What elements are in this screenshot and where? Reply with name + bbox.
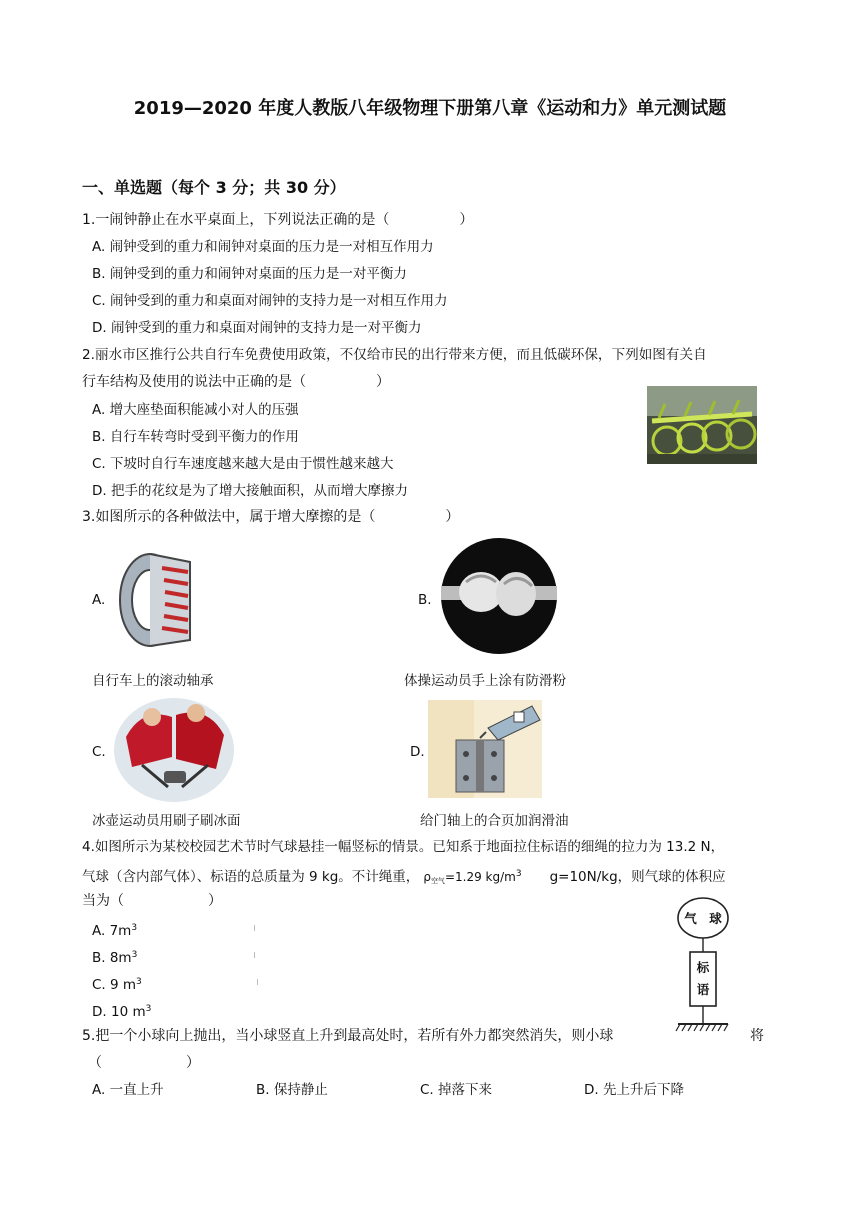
q4-option-a: A. $7m^3$ bbox=[92, 923, 138, 939]
q4-rho-value: =1.29 kg/m bbox=[444, 870, 516, 884]
mark bbox=[254, 952, 255, 958]
mark bbox=[257, 979, 258, 985]
document-title: 2019—2020 年度人教版八年级物理下册第八章《运动和力》单元测试题 bbox=[133, 98, 727, 119]
q3-caption-c: 冰壶运动员用刷子刷冰面 bbox=[92, 813, 241, 829]
curling-image bbox=[112, 697, 236, 803]
q4-rho-subscript: 空气 bbox=[430, 877, 445, 885]
q2-option-a: A. 增大座垫面积能减小对人的压强 bbox=[92, 402, 299, 418]
banner-char-1: 标 bbox=[696, 960, 710, 975]
q5-option-b: B. 保持静止 bbox=[256, 1082, 328, 1098]
q1-option-d: D. 闹钟受到的重力和桌面对闹钟的支持力是一对平衡力 bbox=[92, 320, 422, 336]
q4-option-b: B. $8m^3$ bbox=[92, 950, 138, 966]
q4-rho-exponent: 3 bbox=[515, 869, 522, 879]
section-heading: 一、单选题（每个 3 分；共 30 分） bbox=[82, 178, 346, 197]
q5-stem: 5.把一个小球向上抛出，当小球竖直上升到最高处时，若所有外力都突然消失，则小球 bbox=[82, 1028, 614, 1044]
q4-rho-symbol: ρ bbox=[423, 870, 431, 884]
banner-char-2: 语 bbox=[696, 982, 710, 997]
q1-stem: 1.一闹钟静止在水平桌面上，下列说法正确的是（ ） bbox=[82, 212, 474, 228]
q3-option-c-letter: C. bbox=[92, 744, 106, 760]
q4-stem-line3: 当为（ ） bbox=[82, 893, 222, 909]
q3-option-a-letter: A. bbox=[92, 592, 106, 608]
q2-option-c: C. 下坡时自行车速度越来越大是由于惯性越来越大 bbox=[92, 456, 394, 472]
q2-option-d: D. 把手的花纹是为了增大接触面积，从而增大摩擦力 bbox=[92, 483, 408, 499]
q4-stem-line1: 4.如图所示为某校校园艺术节时气球悬挂一幅竖标的情景。已知系于地面拉住标语的细绳的拉力为 13.2 N， bbox=[82, 839, 725, 855]
q4-option-c: C. 9 $m^3$ bbox=[92, 977, 142, 993]
q1-option-c: C. 闹钟受到的重力和桌面对闹钟的支持力是一对相互作用力 bbox=[92, 293, 448, 309]
bicycle-photo bbox=[647, 386, 757, 464]
q2-option-b: B. 自行车转弯时受到平衡力的作用 bbox=[92, 429, 299, 445]
door-hinge-image bbox=[428, 700, 542, 798]
q3-caption-d: 给门轴上的合页加润滑油 bbox=[420, 813, 569, 829]
q5-stem-tail: 将 bbox=[750, 1028, 764, 1044]
q4-rho-expression bbox=[423, 870, 521, 884]
q5-option-a: A. 一直上升 bbox=[92, 1082, 164, 1098]
q5-stem-line2: （ ） bbox=[88, 1055, 200, 1071]
q3-option-d-letter: D. bbox=[410, 744, 425, 760]
q3-caption-a: 自行车上的滚动轴承 bbox=[92, 673, 214, 689]
q4-stem-line2-wrap bbox=[82, 864, 726, 891]
bearing-image bbox=[110, 544, 202, 654]
q5-option-c: C. 掉落下来 bbox=[420, 1082, 493, 1098]
q4-g-text: g=10N/kg，则气球的体积应 bbox=[549, 869, 726, 885]
mark bbox=[254, 925, 255, 931]
q5-option-d: D. 先上升后下降 bbox=[584, 1082, 684, 1098]
q1-option-b: B. 闹钟受到的重力和闹钟对桌面的压力是一对平衡力 bbox=[92, 266, 407, 282]
q3-option-b-letter: B. bbox=[418, 592, 432, 608]
q2-stem-line2: 行车结构及使用的说法中正确的是（ ） bbox=[82, 374, 390, 390]
gymnast-hands-image bbox=[436, 534, 562, 658]
q1-option-a: A. 闹钟受到的重力和闹钟对桌面的压力是一对相互作用力 bbox=[92, 239, 434, 255]
balloon-label: 气 球 bbox=[684, 911, 722, 926]
q4-option-d: D. 10 $m^3$ bbox=[92, 1004, 152, 1020]
q3-stem: 3.如图所示的各种做法中，属于增大摩擦的是（ ） bbox=[82, 509, 460, 525]
q4-stem-line2: 气球（含内部气体）、标语的总质量为 9 kg。不计绳重， bbox=[82, 869, 420, 885]
q3-caption-b: 体操运动员手上涂有防滑粉 bbox=[404, 673, 566, 689]
q2-stem-line1: 2.丽水市区推行公共自行车免费使用政策，不仅给市民的出行带来方便，而且低碳环保，下列如图有关自 bbox=[82, 347, 707, 363]
balloon-banner-figure bbox=[672, 896, 734, 1036]
